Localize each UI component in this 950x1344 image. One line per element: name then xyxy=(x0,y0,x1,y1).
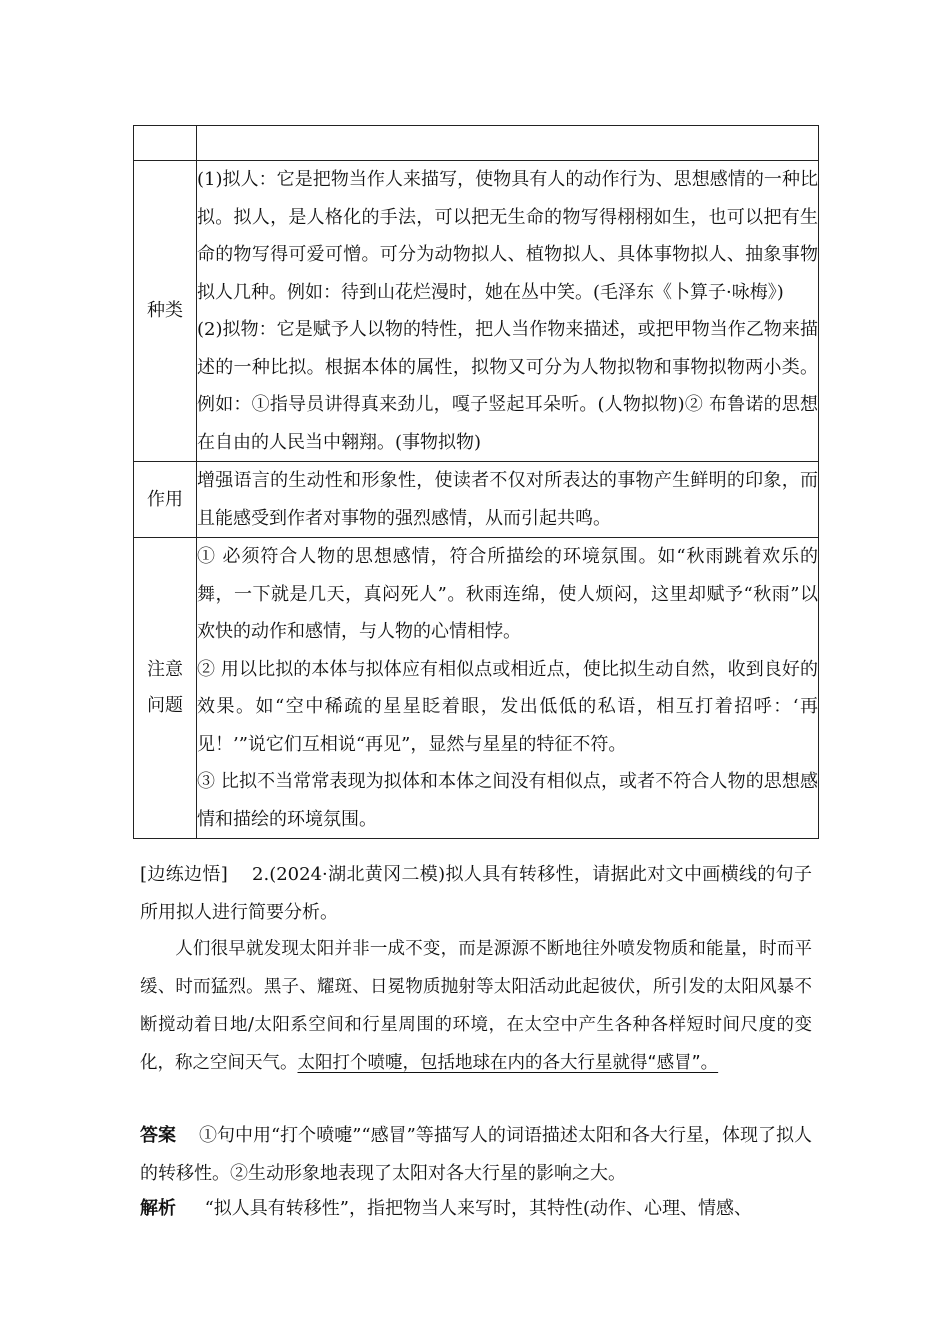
table-label-types: 种类 xyxy=(134,161,197,462)
table-row-types xyxy=(134,161,819,462)
types-personification-text: (1)拟人：它是把物当作人来描写，使物具有人的动作行为、思想感情的一种比拟。拟人，是人格化的手法，可以把无生命的物写得栩栩如生，也可以把有生命的物写得可爱可憎。可分为动物拟人、植物拟人、具体事物拟人、抽象事物拟人几种。例如：待到山花烂漫时，她在丛中笑。(毛泽东《卜算子·咏梅》) xyxy=(197,169,818,303)
analysis-tag: 解析 xyxy=(140,1198,176,1219)
answer-tag: 答案 xyxy=(140,1125,177,1146)
table-content-empty xyxy=(197,126,819,161)
exercise-tag: [边练边悟] xyxy=(140,864,228,885)
table-label-empty xyxy=(134,126,197,161)
notes-label-line-1: 注意 xyxy=(147,659,183,680)
answer-block xyxy=(140,1117,812,1193)
note-1-text: ① 必须符合人物的思想感情，符合所描绘的环境氛围。如“秋雨跳着欢乐的舞，一下就是几天，真闷死人”。秋雨连绵，使人烦闷，这里却赋予“秋雨”以欢快的动作和感情，与人物的心情相悖。 xyxy=(197,546,818,642)
exercise-question: 2.(2024·湖北黄冈二模)拟人具有转移性，请据此对文中画横线的句子所用拟人进行简要分析。 xyxy=(140,864,813,923)
table-label-function: 作用 xyxy=(134,462,197,538)
rhetoric-table xyxy=(133,125,819,839)
exercise-block xyxy=(140,856,812,932)
table-content-types xyxy=(197,161,819,462)
analysis-text: “拟人具有转移性”，指把物当人来写时，其特性(动作、心理、情感、 xyxy=(204,1198,753,1219)
table-row-notes xyxy=(134,538,819,839)
answer-text: ①句中用“打个喷嚏”“感冒”等描写人的词语描述太阳和各大行星，体现了拟人的转移性。②生动形象地表现了太阳对各大行星的影响之大。 xyxy=(140,1125,812,1184)
analysis-block xyxy=(140,1190,812,1228)
types-objectification-text: (2)拟物：它是赋予人以物的特性，把人当作物来描述，或把甲物当作乙物来描述的一种比拟。根据本体的属性，拟物又可分为人物拟物和事物拟物两小类。例如：①指导员讲得真来劲儿，嘎子竖起耳朵听。(人物拟物)② 布鲁诺的思想在自由的人民当中翱翔。(事物拟物) xyxy=(197,319,818,453)
passage-underlined-sentence: 太阳打个喷嚏，包括地球在内的各大行星就得“感冒”。 xyxy=(297,1053,719,1073)
table-label-notes xyxy=(134,538,197,839)
table-row-empty xyxy=(134,126,819,161)
reading-passage xyxy=(140,930,812,1082)
note-3-text: ③ 比拟不当常常表现为拟体和本体之间没有相似点，或者不符合人物的思想感情和描绘的环境氛围。 xyxy=(197,771,818,830)
table-content-notes xyxy=(197,538,819,839)
note-2-text: ② 用以比拟的本体与拟体应有相似点或相近点，使比拟生动自然，收到良好的效果。如“空中稀疏的星星眨着眼，发出低低的私语，相互打着招呼：‘再见！’”说它们互相说“再见”，显然与星星的特征不符。 xyxy=(197,658,818,755)
passage-text: 人们很早就发现太阳并非一成不变，而是源源不断地往外喷发物质和能量，时而平缓、时而猛烈。黑子、耀斑、日冕物质抛射等太阳活动此起彼伏，所引发的太阳风暴不断搅动着日地/太阳系空间和行星周围的环境，在太空中产生各种各样短时间尺度的变化，称之空间天气。 xyxy=(140,939,812,1073)
notes-label-line-2: 问题 xyxy=(147,695,183,716)
function-text: 增强语言的生动性和形象性，使读者不仅对所表达的事物产生鲜明的印象，而且能感受到作者对事物的强烈感情，从而引起共鸣。 xyxy=(197,470,818,529)
table-content-function xyxy=(197,462,819,538)
table-row-function xyxy=(134,462,819,538)
